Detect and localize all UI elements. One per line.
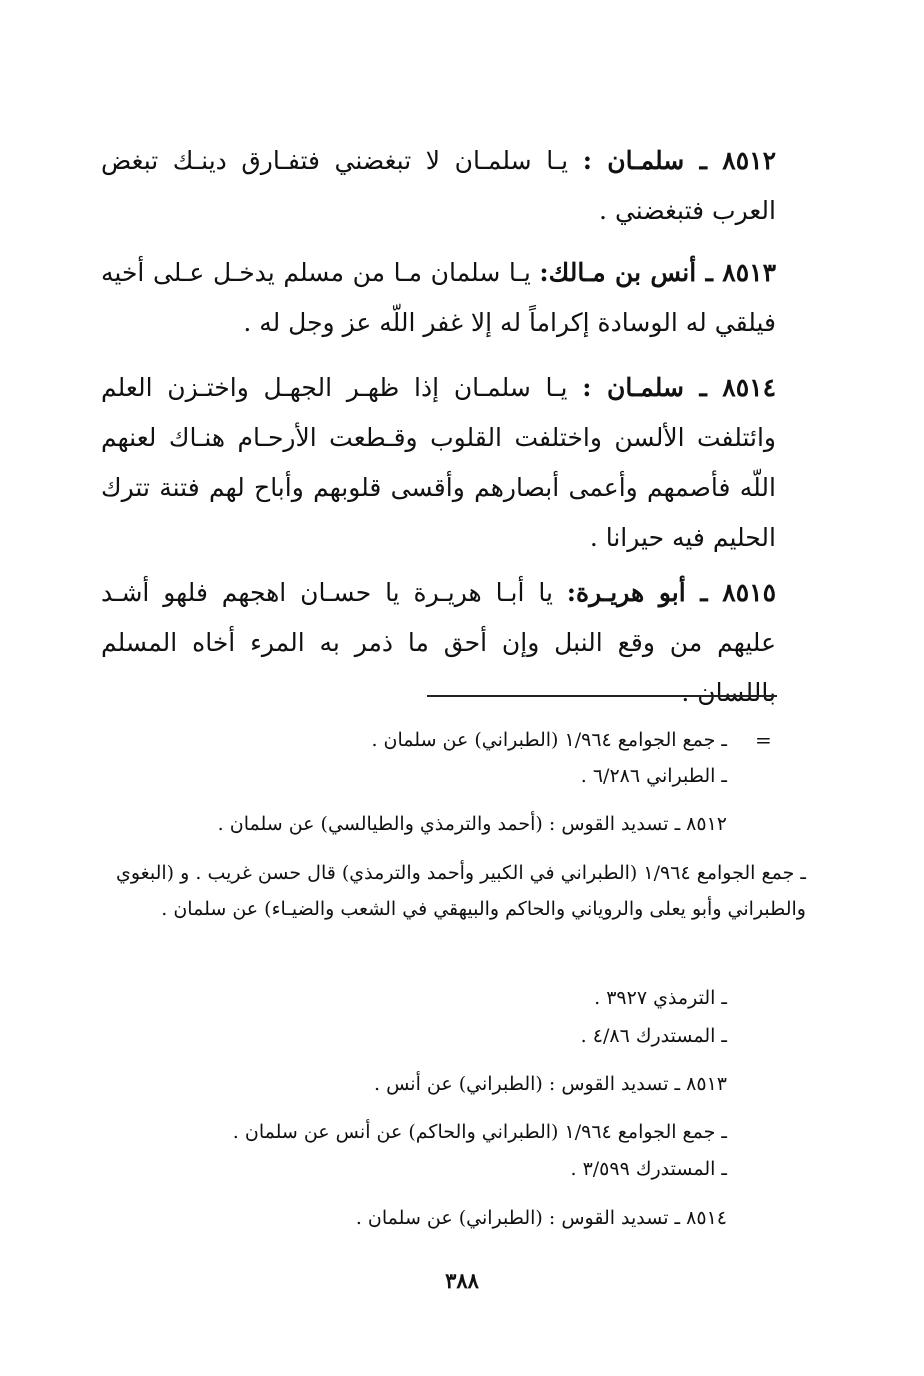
footnote-line: ـ جمع الجوامع ١/٩٦٤ (الطبراني) عن سلمان .: [371, 729, 727, 751]
footnote-continuation-mark: =: [755, 728, 772, 752]
entry-heading: ٨٥١٣ ـ أنس بن مـالك:: [539, 258, 777, 287]
footnote-line: ٨٥١٤ ـ تسديد القوس : (الطبراني) عن سلمان .: [355, 1207, 727, 1229]
entry-text: يا أبـا هريـرة يا حسـان اهجهم فلهو أشـد عليهم من وقع النبل وإن أحق ما ذمر به المرء أخاه المسلم باللسان .: [101, 578, 776, 707]
footnote-line: ـ الطبراني ٦/٢٨٦ .: [580, 765, 727, 787]
footnote-line: ٨٥١٢ ـ تسديد القوس : (أحمد والترمذي والطيالسي) عن سلمان .: [217, 813, 727, 835]
hadith-entry-8514: [101, 363, 776, 563]
footnote-line: ـ المستدرك ٣/٥٩٩ .: [570, 1158, 727, 1180]
entry-heading: ٨٥١٥ ـ أبو هريـرة:: [566, 578, 776, 607]
footnote-line: ٨٥١٣ ـ تسديد القوس : (الطبراني) عن أنس .: [373, 1073, 727, 1095]
entry-heading: ٨٥١٤ ـ سلمـان :: [582, 373, 776, 402]
entry-text: يـا سلمان مـا من مسلم يدخـل عـلى أخيه فيلقي له الوسادة إكراماً له إلا غفر اللّه عز وجل له .: [101, 258, 776, 337]
page-number: ٣٨٨: [445, 1268, 479, 1293]
footnote-line: ـ جمع الجوامع ١/٩٦٤ (الطبراني والحاكم) عن أنس عن سلمان .: [232, 1121, 727, 1143]
entry-text: يـا سلمـان إذا ظهـر الجهـل واختـزن العلم وائتلفت الألسن واختلفت القلوب وقـطعت الأرحـام هنـاك لعنهم اللّه فأصمهم وأعمى أبصارهم وأقسى قلوبهم وأباح لهم فتنة تترك الحليم فيه حيرانا .: [101, 373, 776, 552]
hadith-entry-8512: [101, 136, 776, 236]
hadith-entry-8513: [101, 248, 776, 348]
footnote-line: ـ المستدرك ٤/٨٦ .: [580, 1025, 727, 1047]
entry-text: يـا سلمـان لا تبغضني فتفـارق دينـك تبغض العرب فتبغضني .: [101, 146, 776, 225]
footnote-line: ـ الترمذي ٣٩٢٧ .: [594, 987, 727, 1009]
entry-heading: ٨٥١٢ ـ سلمـان :: [582, 146, 776, 175]
footnote-separator: [427, 695, 777, 697]
footnote-paragraph: ـ جمع الجوامع ١/٩٦٤ (الطبراني في الكبير وأحمد والترمذي) قال حسن غريب . و (البغوي والطبراني وأبو يعلى والروياني والحاكم والبيهقي في الشعب والضيـاء) عن سلمان .: [116, 862, 806, 920]
